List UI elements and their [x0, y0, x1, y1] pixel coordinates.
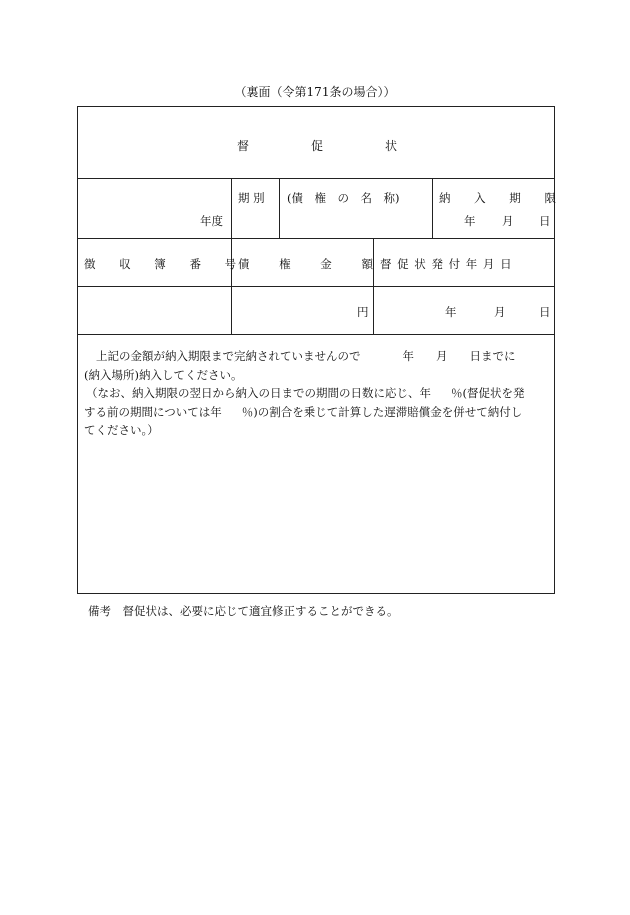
nendo-label: 年度: [200, 214, 223, 228]
bikou-note: 備考 督促状は、必要に応じて適宜修正することができる。: [88, 604, 399, 618]
kigen-year: 年: [464, 214, 476, 228]
kibetsu-label: 期 別: [238, 191, 265, 205]
kigen-day: 日: [539, 214, 551, 228]
form-title: [78, 137, 556, 154]
choshubo-bango-label: 徴 収 簿 番 号: [84, 257, 247, 271]
hakko-year: 年: [445, 305, 457, 319]
title-char-3: 状: [385, 139, 398, 153]
col-divider-kigen: [432, 178, 433, 238]
rule-1: [78, 178, 554, 179]
saiken-kingaku-label: 債 権 金 額: [238, 257, 386, 271]
col-divider-kingaku: [373, 238, 374, 334]
tokusokujo-hakko-label: 督 促 状 発 付 年 月 日: [380, 257, 513, 271]
hakko-month: 月: [494, 305, 506, 319]
rule-3: [78, 286, 554, 287]
notice-body: [84, 347, 552, 440]
page-caption: （裏面（令第171条の場合））: [234, 85, 396, 99]
kigen-month: 月: [502, 214, 514, 228]
nonyu-kigen-label: 納 入 期 限: [439, 191, 566, 205]
col-divider-kibetsu: [279, 178, 280, 238]
body-line-5: てください。）: [84, 423, 159, 437]
body-line-1: 上記の金額が納入期限まで完納されていませんので 年 月 日までに: [96, 349, 516, 363]
saiken-meisho-label: (債 権 の 名 称): [287, 191, 400, 205]
hakko-day: 日: [539, 305, 551, 319]
title-char-1: 督: [236, 139, 249, 153]
rule-2: [78, 238, 554, 239]
yen-unit: 円: [357, 305, 369, 319]
body-line-4: する前の期間については年 ％)の割合を乗じて計算した遅滞賠償金を併せて納付し: [84, 404, 523, 419]
body-line-3: （なお、納入期限の翌日から納入の日までの期間の日数に応じ、年 ％(督促状を発: [86, 386, 525, 400]
title-char-2: 促: [310, 139, 323, 153]
rule-4: [78, 334, 554, 335]
body-line-2: (納入場所)納入してください。: [84, 367, 243, 382]
tokusokujo-form: [77, 106, 566, 594]
